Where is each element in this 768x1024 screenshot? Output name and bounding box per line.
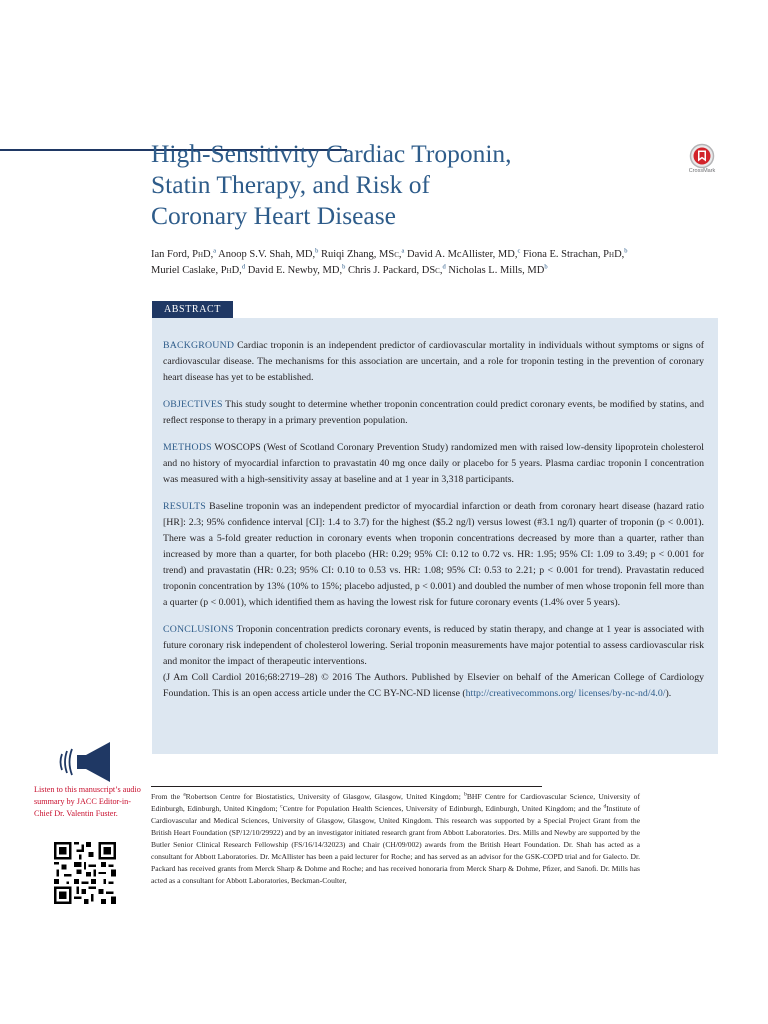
section-heading: OBJECTIVES: [163, 399, 223, 410]
qr-code-icon: [54, 842, 116, 904]
audio-speaker-icon[interactable]: [58, 740, 114, 784]
affil-text: Institute of Cardiovascular and Medical Sciences, University of Glasgow, Glasgow, United Kingdom. This research was supported by a Special Project Grant from the British Heart Foundation (SP/12/10/29922) and by an investigator initiated research grant from Abbott Laboratories. Drs. Mills and Newby are supported by the Butler Senior Clinical Research Fellowship (FS/16/14/32023) and Chair (CH/09/002) awards from the British Heart Foundation. Dr. Shah has acted as a consultant for Abbott Laboratories. Dr. McAllister has been a paid lecturer for Roche; and has served as an advisor for the GSK-COPD trial and for Galecto. Dr. Packard has received grants from Merck Sharp & Dohme and Roche; and has received honoraria from Merck Sharp & Dohme, Pﬁzer, and Sanoﬁ. Dr. Mills has acted as a consultant for Abbott Laboratories, Beckman-Coulter,: [151, 804, 640, 885]
affiliation-marker: b: [464, 791, 467, 798]
author: [151, 265, 245, 276]
title-line-2: Statin Therapy, and Risk of: [151, 170, 431, 199]
affiliation-marker: c: [517, 247, 521, 255]
author-name: David E. Newby, MD,: [247, 265, 343, 276]
author: [248, 265, 346, 276]
crossmark-button[interactable]: [686, 143, 718, 177]
author-degree: DSc,: [421, 265, 443, 276]
title-line-3: Coronary Heart Disease: [151, 201, 396, 230]
section-text: Troponin concentration predicts coronary events, is reduced by statin therapy, and change at 1 year is associated with future coronary risk independent of cholesterol lowering. Serial troponin measurements have major potential to assess cardiovascular risk and monitor the impact of therapeutic interventions.: [163, 624, 704, 667]
abstract-methods: [163, 440, 704, 488]
author: [321, 249, 404, 260]
author-name: Fiona E. Strachan,: [522, 249, 604, 260]
abstract-tab: ABSTRACT: [152, 301, 233, 319]
author-degree: PhD,: [192, 249, 214, 260]
author: [407, 249, 520, 260]
author: [523, 249, 628, 260]
abstract-objectives: [163, 397, 704, 429]
abstract-panel: [152, 318, 718, 754]
author-degree: MSc,: [379, 249, 402, 260]
author-name: Chris J. Packard,: [347, 265, 422, 276]
title-line-1: High-Sensitivity Cardiac Troponin,: [151, 139, 512, 168]
author-name: Muriel Caslake,: [151, 265, 221, 276]
crossmark-icon: [686, 143, 718, 169]
affiliation-marker: b: [544, 263, 548, 271]
affil-text: Robertson Centre for Biostatistics, University of Glasgow, Glasgow, United Kingdom;: [185, 792, 465, 801]
author: [348, 265, 446, 276]
author-name: Ian Ford,: [151, 249, 193, 260]
affil-text: BHF Centre for Cardiovascular Science, University of Edinburgh, Edinburgh, United Kingdom;: [151, 792, 640, 813]
affiliation-marker: b: [624, 247, 628, 255]
affiliation-marker: d: [603, 803, 607, 810]
abstract-conclusions: [163, 622, 704, 702]
citation-text: (J Am Coll Cardiol 2016;68:2719–28) © 2016 The Authors. Published by Elsevier on behalf of the American College of Cardiology Foundation. This is an open access article under the CC BY-NC-ND license (: [163, 672, 704, 699]
affiliation-marker: a: [401, 247, 405, 255]
author-name: Nicholas L. Mills, MD: [448, 265, 545, 276]
author: [448, 265, 547, 276]
affiliations-footnote: [151, 791, 640, 887]
author: [151, 249, 216, 260]
section-heading: RESULTS: [163, 501, 206, 512]
section-heading: BACKGROUND: [163, 340, 235, 351]
abstract-results: [163, 499, 704, 611]
affiliation-marker: a: [213, 247, 217, 255]
author-name: Ruiqi Zhang,: [321, 249, 380, 260]
license-link[interactable]: http://creativecommons.org/ licenses/by-nc-nd/4.0/: [465, 688, 666, 699]
affil-lead: From the: [151, 792, 184, 801]
author-degree: PhD,: [603, 249, 625, 260]
audio-summary-note: Listen to this manuscript’s audio summary by JACC Editor-in-Chief Dr. Valentin Fuster.: [34, 785, 141, 818]
author-list: [151, 247, 711, 279]
article-title: [151, 138, 671, 231]
section-text: This study sought to determine whether troponin concentration could predict coronary events, be modiﬁed by statins, and reﬂect response to therapy in a primary prevention population.: [163, 399, 704, 426]
section-heading: METHODS: [163, 442, 212, 453]
affiliation-marker: b: [315, 247, 319, 255]
footnote-rule: [151, 786, 542, 787]
affil-text: Centre for Population Health Sciences, University of Edinburgh, Edinburgh, United Kingdom; and the: [282, 804, 604, 813]
affiliation-marker: d: [442, 263, 446, 271]
affiliation-marker: d: [241, 263, 246, 271]
crossmark-label: CrossMark: [688, 168, 716, 174]
author: [218, 249, 318, 260]
abstract-background: [163, 338, 704, 386]
section-text: WOSCOPS (West of Scotland Coronary Prevention Study) randomized men with raised low-density lipoprotein cholesterol and no history of myocardial infarction to pravastatin 40 mg once daily or placebo for 5 years. Plasma cardiac troponin I concentration was measured with a high-sensitivity assay at baseline and at 1 year in 3,318 participants.: [163, 442, 704, 485]
affiliation-marker: b: [342, 263, 346, 271]
section-text: Cardiac troponin is an independent predictor of cardiovascular mortality in individuals without symptoms or signs of cardiovascular disease. The mechanisms for this association are uncertain, and a role for troponin testing in the prevention of coronary heart disease has yet to be established.: [163, 340, 704, 383]
author-name: Anoop S.V. Shah, MD,: [218, 249, 316, 260]
section-heading: CONCLUSIONS: [163, 624, 234, 635]
affiliation-marker: c: [280, 803, 283, 810]
citation-end: ).: [665, 688, 672, 699]
affiliation-marker: a: [183, 791, 186, 798]
author-degree: PhD,: [220, 265, 242, 276]
section-text: Baseline troponin was an independent predictor of myocardial infarction or death from coronary heart disease (hazard ratio [HR]: 2.3; 95% conﬁdence interval [CI]: 1.4 to 3.7) for the highest ($5.2 ng/l) versus lowest (#3.1 ng/l) quarter of troponin (p < 0.001). There was a 5-fold greater reduction in coronary events when troponin concentrations decreased by more than a quarter, rather than increased by more than a quarter, for both placebo (HR: 0.29; 95% CI: 0.12 to 0.72 vs. HR: 1.95; 95% CI: 1.09 to 3.49; p < 0.001 for trend) and pravastatin (HR: 0.23; 95% CI: 0.10 to 0.53 vs. HR: 1.08; 95% CI: 0.53 to 2.21; p < 0.001 for trend). Pravastatin reduced troponin concentration by 13% (10% to 15%; placebo adjusted, p < 0.001) and doubled the number of men whose troponin fell more than a quarter (p < 0.001), which identiﬁed them as having the lowest risk for future coronary events (1.4% over 5 years).: [163, 501, 704, 608]
author-name: David A. McAllister, MD,: [407, 249, 518, 260]
